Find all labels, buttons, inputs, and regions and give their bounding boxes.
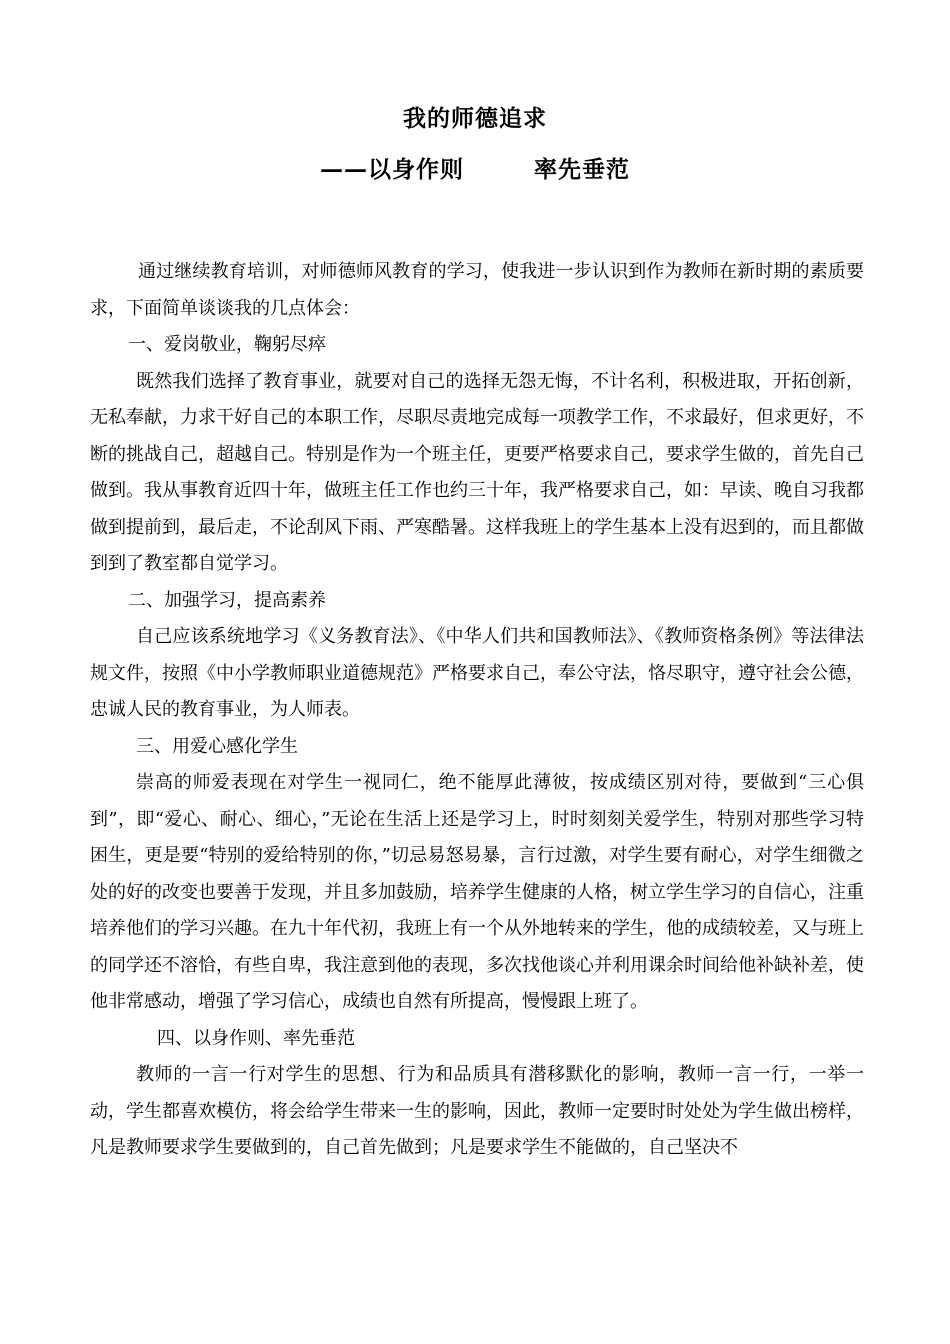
page-subtitle: [0, 155, 950, 185]
section-heading-3: 三、用爱心感化学生: [136, 735, 298, 757]
section-body-2: 自己应该系统地学习《义务教育法》、《中华人们共和国教师法》、《教师资格条例》等法律法规文件，按照《中小学教师职业道德规范》严格要求自己，奉公守法，恪尽职守，遵守社会公德，忠诚人民的教育事业，为人师表。: [90, 626, 864, 720]
section-body-3: 崇高的师爱表现在对学生一视同仁，绝不能厚此薄彼，按成绩区别对待，要做到“三心俱到”，即“爱心、耐心、细心，”无论在生活上还是学习上，时时刻刻关爱学生，特别对那些学习特困生，更是要“特别的爱给特别的你，”切忌易怒易暴，言行过激，对学生要有耐心，对学生细微之处的好的改变也要善于发现，并且多加鼓励，培养学生健康的人格，树立学生学习的自信心，注重培养他们的学习兴趣。在九十年代初，我班上有一个从外地转来的学生，他的成绩较差，又与班上的同学还不溶恰，有些自卑，我注意到他的表现，多次找他谈心并利用课余时间给他补缺补差，使他非常感动，增强了学习信心，成绩也自然有所提高，慢慢跟上班了。: [90, 772, 864, 1012]
section-heading-2: 二、加强学习，提高素养: [128, 589, 326, 611]
document-body: [90, 254, 864, 1167]
section-body-4: 教师的一言一行对学生的思想、行为和品质具有潜移默化的影响，教师一言一行，一举一动，学生都喜欢模仿，将会给学生带来一生的影响，因此，教师一定要时时处处为学生做出榜样，凡是教师要求学生要做到的，自己首先做到；凡是要求学生不能做的，自己坚决不: [90, 1064, 864, 1158]
section-heading-4: 四、以身作则、率先垂范: [157, 1027, 355, 1049]
page-title: 我的师德追求: [403, 105, 547, 132]
intro-paragraph: 通过继续教育培训，对师德师风教育的学习，使我进一步认识到作为教师在新时期的素质要求，下面简单谈谈我的几点体会：: [90, 261, 864, 319]
section-body-1: 既然我们选择了教育事业，就要对自己的选择无怨无悔，不计名利，积极进取，开拓创新，无私奉献，力求干好自己的本职工作，尽职尽责地完成每一项教学工作，不求最好，但求更好，不断的挑战自己，超越自己。特别是作为一个班主任，更要严格要求自己，要求学生做的，首先自己做到。我从事教育近四十年，做班主任工作也约三十年，我严格要求自己，如：早读、晚自习我都做到提前到，最后走，不论刮风下雨、严寒酷暑。这样我班上的学生基本上没有迟到的，而且都做到到了教室都自觉学习。: [90, 370, 864, 574]
subtitle-left: ——以身作则: [320, 156, 464, 183]
subtitle-right: 率先垂范: [534, 156, 630, 183]
section-heading-1: 一、爱岗敬业，鞠躬尽瘁: [128, 334, 326, 355]
